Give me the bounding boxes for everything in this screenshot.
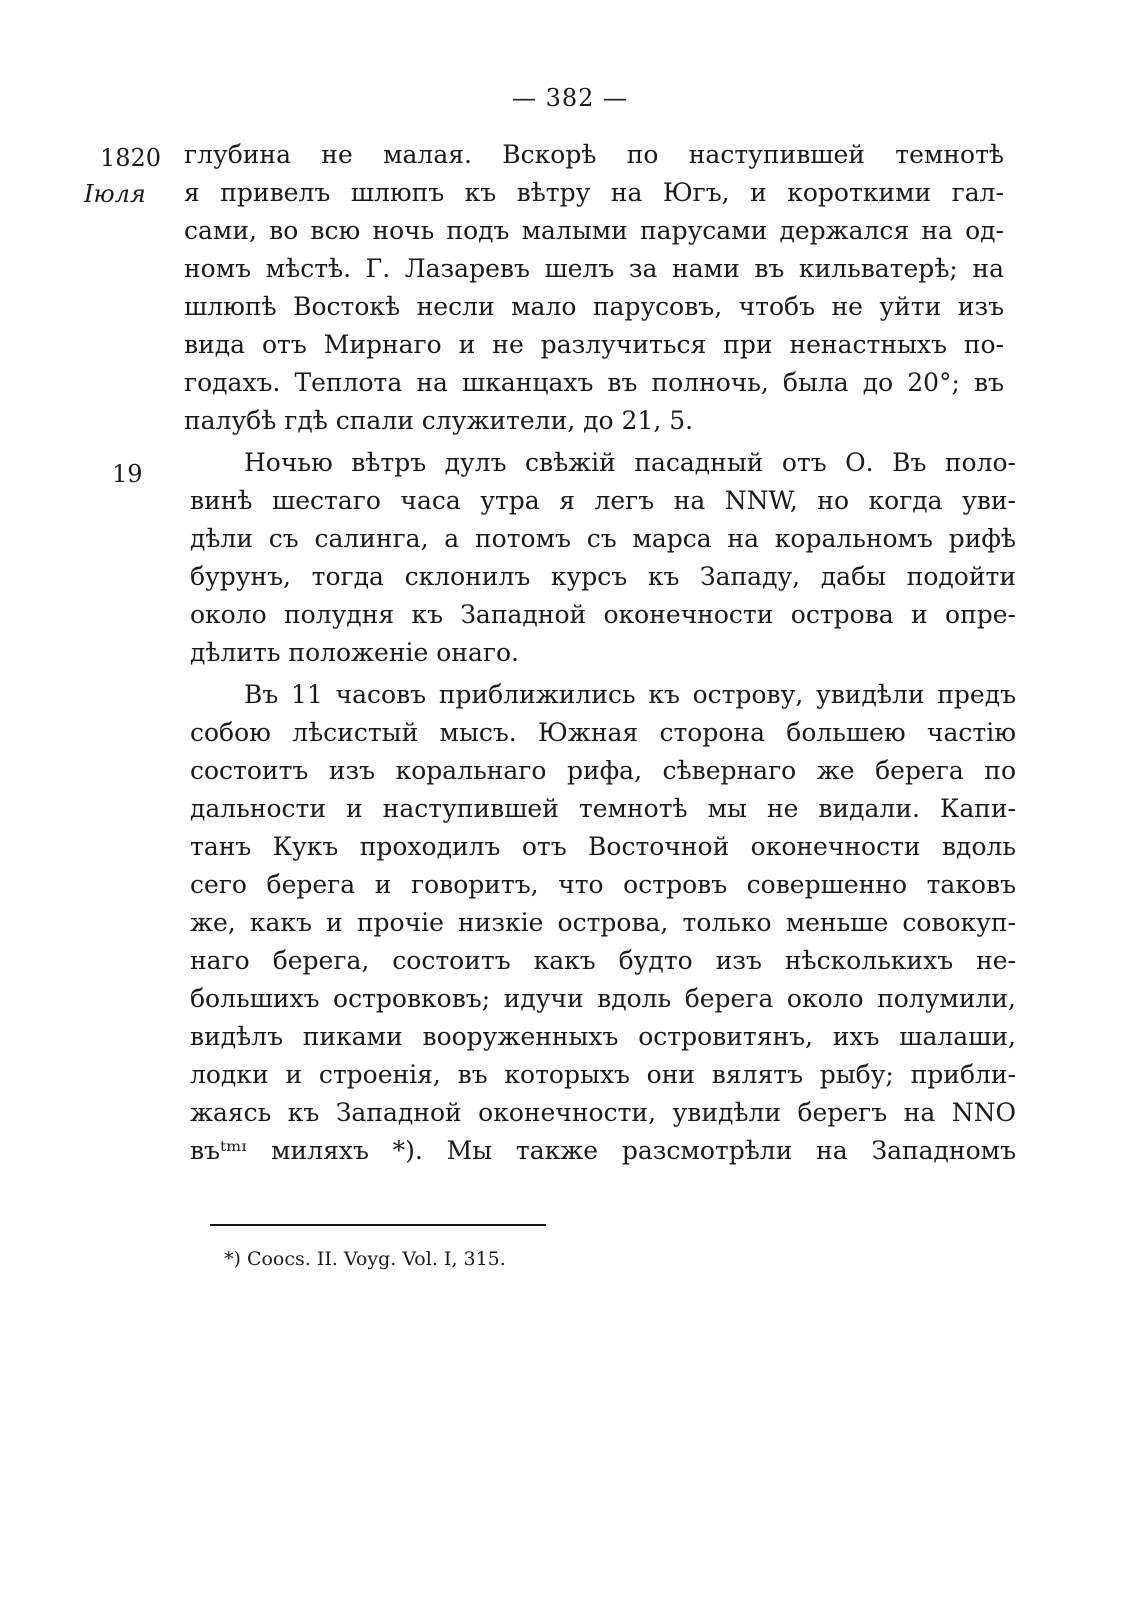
text-line: наго берега, состоитъ какъ будто изъ нѣсколькихъ не- xyxy=(190,946,1016,975)
margin-year: 1820 xyxy=(100,144,162,172)
text-line: дѣлить положеніе онаго. xyxy=(190,638,519,667)
text-line: большихъ островковъ; идучи вдоль берега около полумили, xyxy=(190,984,1016,1013)
footnote: *) Coocs. II. Voyg. Vol. I, 315. xyxy=(224,1248,506,1270)
text-line: жаясь къ Западной оконечности, увидѣли берегъ на NNO xyxy=(190,1098,1016,1127)
text-line: годахъ. Теплота на шканцахъ въ полночь, была до 20°; въ xyxy=(184,368,1004,397)
text-line: лодки и строенія, въ которыхъ они вялятъ рыбу; прибли- xyxy=(190,1060,1016,1089)
text-line: дальности и наступившей темнотѣ мы не видали. Капи- xyxy=(190,794,1016,823)
text-line: танъ Кукъ проходилъ отъ Восточной оконечности вдоль xyxy=(190,832,1016,861)
text-line: сами, во всю ночь подъ малыми парусами держался на од- xyxy=(184,216,1004,245)
text-line: шлюпѣ Востокѣ несли мало парусовъ, чтобъ не уйти изъ xyxy=(184,292,1004,321)
text-line: дѣли съ салинга, а потомъ съ марса на коральномъ рифѣ xyxy=(190,524,1016,553)
text-line: палубѣ гдѣ спали служители, до 21, 5. xyxy=(184,406,694,435)
text-line: же, какъ и прочіе низкіе острова, только меньше совокуп- xyxy=(190,908,1016,937)
text-line: бурунъ, тогда склонилъ курсъ къ Западу, дабы подойти xyxy=(190,562,1016,591)
text-line: Въ 11 часовъ приближились къ острову, увидѣли предъ xyxy=(244,680,1016,709)
text-line: глубина не малая. Вскорѣ по наступившей темнотѣ xyxy=(184,140,1004,169)
text-line: состоитъ изъ коральнаго рифа, сѣвернаго же берега по xyxy=(190,756,1016,785)
text-line: номъ мѣстѣ. Г. Лазаревъ шелъ за нами въ кильватерѣ; на xyxy=(184,254,1004,283)
text-line: въᵗᵐᶦ миляхъ *). Мы также разсмотрѣли на Западномъ xyxy=(190,1136,1016,1165)
text-line: я привелъ шлюпъ къ вѣтру на Югъ, и короткими гал- xyxy=(184,178,1004,207)
page-number: — 382 — xyxy=(511,84,629,112)
text-line: собою лѣсистый мысъ. Южная сторона большею частію xyxy=(190,718,1016,747)
text-line: Ночью вѣтръ дулъ свѣжій пасадный отъ О. Въ поло- xyxy=(244,448,1016,477)
text-line: видѣлъ пиками вооруженныхъ островитянъ, ихъ шалаши, xyxy=(190,1022,1016,1051)
text-line: вида отъ Мирнаго и не разлучиться при ненастныхъ по- xyxy=(184,330,1004,359)
margin-month: Іюля xyxy=(84,180,146,208)
text-line: около полудня къ Западной оконечности острова и опре- xyxy=(190,600,1016,629)
text-line: сего берега и говоритъ, что островъ совершенно таковъ xyxy=(190,870,1016,899)
margin-day: 19 xyxy=(112,460,143,488)
footnote-divider xyxy=(210,1224,546,1226)
text-line: винѣ шестаго часа утра я легъ на NNW, но когда уви- xyxy=(190,486,1016,515)
